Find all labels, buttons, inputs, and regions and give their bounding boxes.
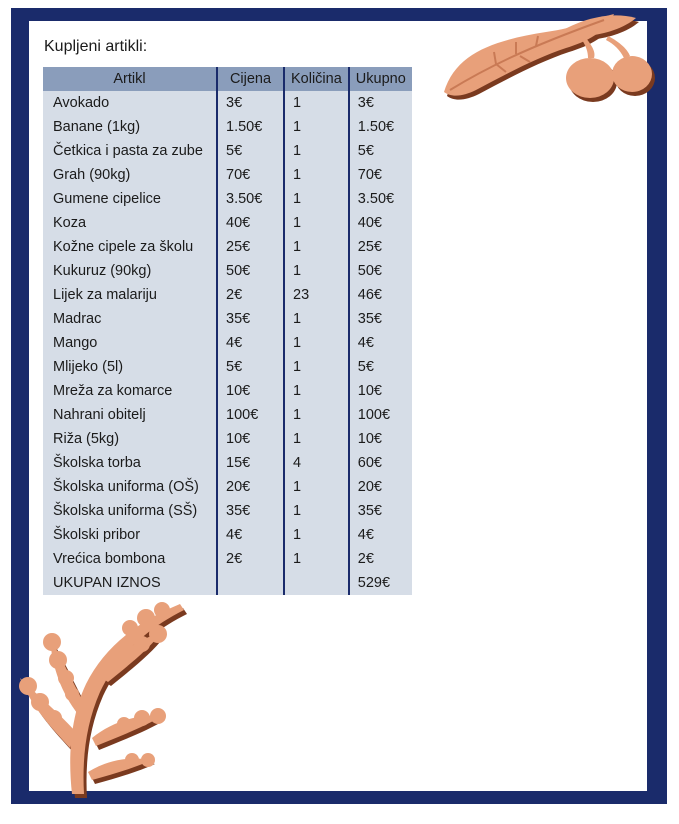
item-name-cell: Mlijeko (5l) [43, 355, 217, 379]
item-name-cell: Mreža za komarce [43, 379, 217, 403]
price-cell: 2€ [217, 283, 284, 307]
table-row [43, 187, 412, 211]
leaf-ornament-icon [436, 12, 658, 104]
price-cell: 5€ [217, 355, 284, 379]
quantity-cell: 1 [284, 163, 349, 187]
line-total-cell: 46€ [349, 283, 412, 307]
table-row [43, 307, 412, 331]
quantity-cell: 1 [284, 307, 349, 331]
price-cell: 100€ [217, 403, 284, 427]
table-row [43, 499, 412, 523]
price-cell: 4€ [217, 523, 284, 547]
table-row [43, 403, 412, 427]
line-total-cell: 5€ [349, 139, 412, 163]
price-cell: 40€ [217, 211, 284, 235]
line-total-cell: 1.50€ [349, 115, 412, 139]
line-total-cell: 3.50€ [349, 187, 412, 211]
table-row [43, 331, 412, 355]
quantity-cell: 1 [284, 331, 349, 355]
column-header-total: Ukupno [349, 67, 412, 91]
items-table [43, 67, 412, 595]
table-row [43, 91, 412, 115]
quantity-cell: 1 [284, 235, 349, 259]
line-total-cell: 4€ [349, 331, 412, 355]
line-total-cell: 35€ [349, 499, 412, 523]
line-total-cell: 10€ [349, 379, 412, 403]
item-name-cell: Lijek za malariju [43, 283, 217, 307]
total-value: 529€ [349, 571, 412, 595]
table-row [43, 355, 412, 379]
table-row [43, 475, 412, 499]
price-cell: 4€ [217, 331, 284, 355]
table-row [43, 523, 412, 547]
line-total-cell: 50€ [349, 259, 412, 283]
table-row [43, 139, 412, 163]
item-name-cell: Mango [43, 331, 217, 355]
quantity-cell: 1 [284, 187, 349, 211]
item-name-cell: Gumene cipelice [43, 187, 217, 211]
item-name-cell: Školska uniforma (OŠ) [43, 475, 217, 499]
item-name-cell: Madrac [43, 307, 217, 331]
column-header-item: Artikl [43, 67, 217, 91]
line-total-cell: 4€ [349, 523, 412, 547]
table-row [43, 259, 412, 283]
price-cell: 50€ [217, 259, 284, 283]
quantity-cell: 1 [284, 211, 349, 235]
line-total-cell: 35€ [349, 307, 412, 331]
total-quantity-cell [284, 571, 349, 595]
price-cell: 70€ [217, 163, 284, 187]
price-cell: 3.50€ [217, 187, 284, 211]
table-row [43, 235, 412, 259]
item-name-cell: Nahrani obitelj [43, 403, 217, 427]
line-total-cell: 40€ [349, 211, 412, 235]
item-name-cell: Školska torba [43, 451, 217, 475]
quantity-cell: 1 [284, 499, 349, 523]
item-name-cell: Kožne cipele za školu [43, 235, 217, 259]
item-name-cell: Kukuruz (90kg) [43, 259, 217, 283]
line-total-cell: 60€ [349, 451, 412, 475]
table-row [43, 547, 412, 571]
price-cell: 25€ [217, 235, 284, 259]
item-name-cell: Četkica i pasta za zube [43, 139, 217, 163]
quantity-cell: 1 [284, 427, 349, 451]
column-header-price: Cijena [217, 67, 284, 91]
quantity-cell: 1 [284, 475, 349, 499]
total-label: UKUPAN IZNOS [43, 571, 217, 595]
price-cell: 20€ [217, 475, 284, 499]
table-row [43, 211, 412, 235]
quantity-cell: 4 [284, 451, 349, 475]
price-cell: 2€ [217, 547, 284, 571]
quantity-cell: 1 [284, 355, 349, 379]
fern-ornament-icon [12, 598, 196, 798]
line-total-cell: 70€ [349, 163, 412, 187]
price-cell: 15€ [217, 451, 284, 475]
price-cell: 3€ [217, 91, 284, 115]
table-header-row [43, 67, 412, 91]
price-cell: 1.50€ [217, 115, 284, 139]
price-cell: 10€ [217, 379, 284, 403]
line-total-cell: 3€ [349, 91, 412, 115]
price-cell: 35€ [217, 499, 284, 523]
quantity-cell: 1 [284, 115, 349, 139]
quantity-cell: 1 [284, 91, 349, 115]
column-header-quantity: Količina [284, 67, 349, 91]
total-price-cell [217, 571, 284, 595]
price-cell: 10€ [217, 427, 284, 451]
table-row [43, 451, 412, 475]
line-total-cell: 5€ [349, 355, 412, 379]
quantity-cell: 1 [284, 547, 349, 571]
line-total-cell: 20€ [349, 475, 412, 499]
quantity-cell: 1 [284, 139, 349, 163]
item-name-cell: Banane (1kg) [43, 115, 217, 139]
price-cell: 35€ [217, 307, 284, 331]
item-name-cell: Avokado [43, 91, 217, 115]
line-total-cell: 100€ [349, 403, 412, 427]
item-name-cell: Školska uniforma (SŠ) [43, 499, 217, 523]
price-cell: 5€ [217, 139, 284, 163]
table-row [43, 427, 412, 451]
item-name-cell: Školski pribor [43, 523, 217, 547]
table-row [43, 283, 412, 307]
table-row [43, 115, 412, 139]
quantity-cell: 23 [284, 283, 349, 307]
table-row [43, 163, 412, 187]
line-total-cell: 25€ [349, 235, 412, 259]
purchased-items-heading: Kupljeni artikli: [44, 38, 148, 55]
quantity-cell: 1 [284, 403, 349, 427]
line-total-cell: 10€ [349, 427, 412, 451]
item-name-cell: Vrećica bombona [43, 547, 217, 571]
total-row [43, 571, 412, 595]
quantity-cell: 1 [284, 259, 349, 283]
quantity-cell: 1 [284, 379, 349, 403]
item-name-cell: Grah (90kg) [43, 163, 217, 187]
item-name-cell: Riža (5kg) [43, 427, 217, 451]
line-total-cell: 2€ [349, 547, 412, 571]
item-name-cell: Koza [43, 211, 217, 235]
table-row [43, 379, 412, 403]
quantity-cell: 1 [284, 523, 349, 547]
